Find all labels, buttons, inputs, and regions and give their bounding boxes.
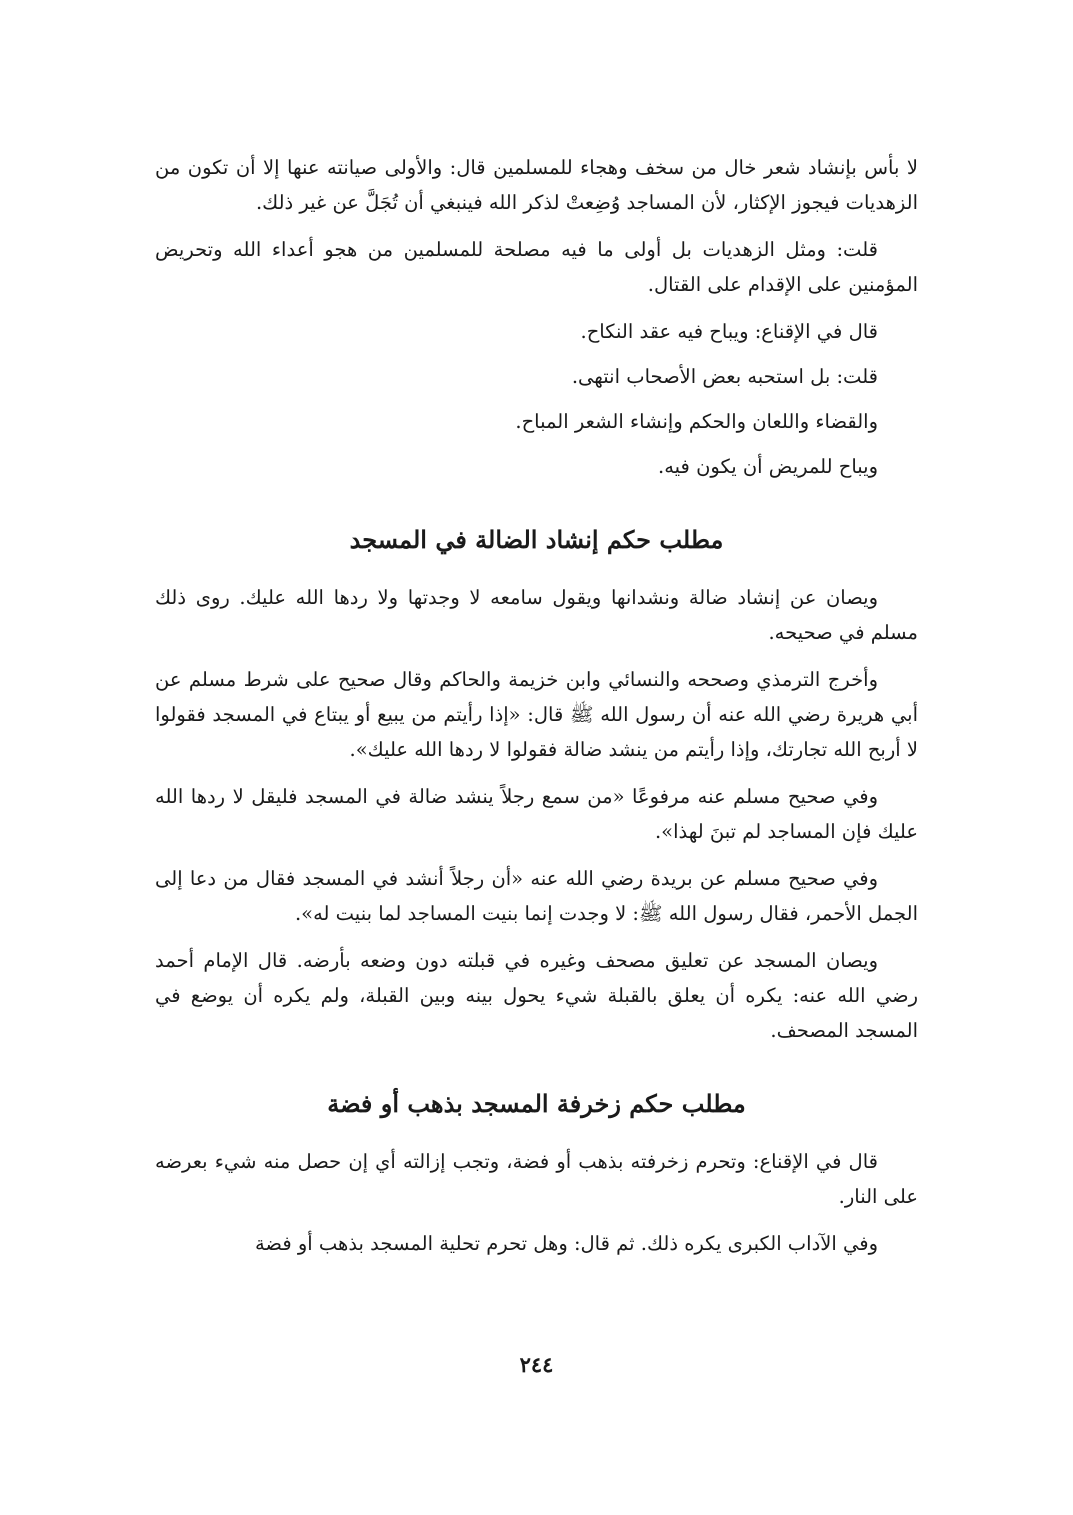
paragraph-buraydah-hadith: وفي صحيح مسلم عن بريدة رضي الله عنه «أن رجلاً أنشد في المسجد فقال من دعا إلى الجمل الأحمر، فقال رسول الله ﷺ: لا وجدت إنما بنيت المساجد لما بنيت له». xyxy=(155,867,918,925)
page-number: ٢٤٤ xyxy=(519,1352,554,1377)
section-heading-lost-property: مطلب حكم إنشاد الضالة في المسجد xyxy=(349,525,724,554)
section-heading-gold-decoration: مطلب حكم زخرفة المسجد بذهب أو فضة xyxy=(327,1089,746,1118)
paragraph-muslim-hadith: وفي صحيح مسلم عنه مرفوعًا «من سمع رجلاً ينشد ضالة في المسجد فليقل لا ردها الله عليك فإن المساجد لم تبنَ لهذا». xyxy=(155,785,918,843)
paragraph-adab-kubra: وفي الآداب الكبرى يكره ذلك. ثم قال: وهل تحرم تحلية المسجد بذهب أو فضة xyxy=(254,1232,878,1255)
paragraph-zuhdiyat-note: قلت: ومثل الزهديات بل أولى ما فيه مصلحة للمسلمين من هجو أعداء الله وتحريض المؤمنين على الإقدام على القتال. xyxy=(155,238,918,296)
line-sick-person: ويباح للمريض أن يكون فيه. xyxy=(658,455,878,478)
paragraph-mushaf-hanging: ويصان المسجد عن تعليق مصحف وغيره في قبلته دون وضعه بأرضه. قال الإمام أحمد رضي الله عنه: يكره أن يعلق بالقبلة شيء يحول بينه وبين القبلة، ولم يكره أن يوضع في المسجد المصحف. xyxy=(155,949,918,1042)
paragraph-tirmidhi-hadith: وأخرج الترمذي وصححه والنسائي وابن خزيمة والحاكم وقال صحيح على شرط مسلم عن أبي هريرة رضي الله عنه أن رسول الله ﷺ قال: «إذا رأيتم من يبيع أو يبتاع في المسجد فقولوا لا أربح الله تجارتك، وإذا رأيتم من ينشد ضالة فقولوا لا ردها الله عليك». xyxy=(155,668,918,761)
line-companions-recommend: قلت: بل استحبه بعض الأصحاب انتهى. xyxy=(571,365,878,388)
line-judgement-poetry: والقضاء واللعان والحكم وإنشاء الشعر المباح. xyxy=(515,410,878,433)
paragraph-poetry-recitation: لا بأس بإنشاد شعر خال من سخف وهجاء للمسلمين قال: والأولى صيانته عنها إلا أن تكون من الزهديات فيجوز الإكثار، لأن المساجد وُضِعتْ لذكر الله فينبغي أن تُجَلَّ عن غير ذلك. xyxy=(155,156,918,214)
paragraph-iqna-decoration: قال في الإقناع: وتحرم زخرفته بذهب أو فضة، وتجب إزالته أي إن حصل منه شيء بعرضه على النار. xyxy=(155,1150,918,1208)
line-marriage-contract: قال في الإقناع: ويباح فيه عقد النكاح. xyxy=(580,320,878,343)
paragraph-lost-property-announce: ويصان عن إنشاد ضالة ونشدانها ويقول سامعه لا وجدتها ولا ردها الله عليك. روى ذلك مسلم في صحيحه. xyxy=(155,586,918,644)
page-body xyxy=(155,150,918,1273)
